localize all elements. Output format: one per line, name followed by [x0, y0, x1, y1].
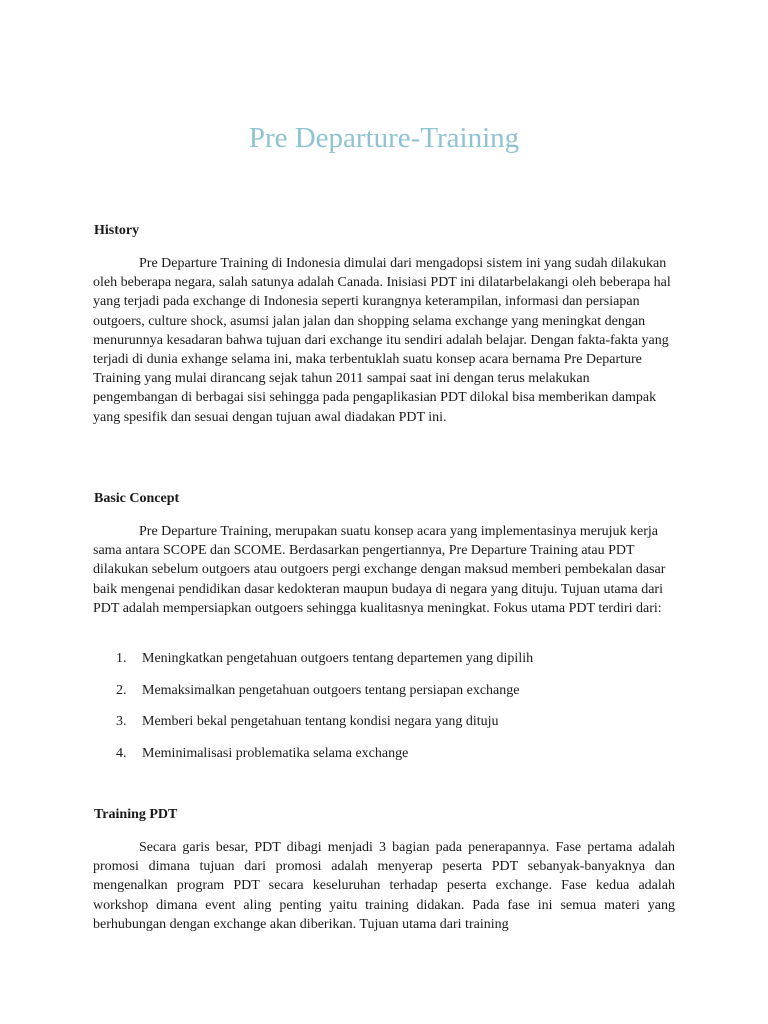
- list-item-number: 2.: [116, 682, 127, 698]
- basic-concept-paragraph: Pre Departure Training, merupakan suatu konsep acara yang implementasinya merujuk kerja sama antara SCOPE dan SCOME. Berdasarkan pengertiannya, Pre Departure Training atau PDT dilakukan sebelum outgoers atau outgoers pergi exchange dengan maksud memberi pembekalan dasar baik mengenai pendidikan dasar kedokteran maupun budaya di negara yang dituju. Tujuan utama dari PDT adalah mempersiapkan outgoers sehingga kualitasnya meningkat. Fokus utama PDT terdiri dari:: [93, 524, 666, 616]
- list-item-number: 3.: [116, 714, 127, 729]
- list-item-number: 4.: [116, 745, 127, 761]
- list-item-text: Meminimalisasi problematika selama exchange: [142, 745, 409, 761]
- list-item-text: Memaksimalkan pengetahuan outgoers tentang persiapan exchange: [142, 682, 520, 698]
- list-item: [93, 650, 675, 682]
- list-item-number: 1.: [116, 651, 127, 666]
- focus-list: [93, 650, 675, 776]
- section-heading-training-pdt: Training PDT: [94, 807, 178, 822]
- list-item: [93, 682, 675, 714]
- list-item: [93, 713, 675, 745]
- list-item: [93, 745, 675, 777]
- list-item-text: Memberi bekal pengetahuan tentang kondisi negara yang dituju: [142, 714, 499, 729]
- list-item-text: Meningkatkan pengetahuan outgoers tentang departemen yang dipilih: [142, 651, 534, 666]
- training-pdt-paragraph: Secara garis besar, PDT dibagi menjadi 3 bagian pada penerapannya. Fase pertama adalah promosi dimana tujuan dari promosi adalah menyerap peserta PDT sebanyak-banyaknya dan mengenalkan program PDT secara keseluruhan terhadap peserta exchange. Fase kedua adalah workshop dimana event aling penting yaitu training didakan. Pada fase ini semua materi yang berhubungan dengan exchange akan diberikan. Tujuan utama dari training: [93, 840, 675, 932]
- section-heading-history: History: [94, 223, 140, 238]
- document-title: Pre Departure-Training: [248, 122, 520, 154]
- history-paragraph: Pre Departure Training di Indonesia dimulai dari mengadopsi sistem ini yang sudah dilakukan oleh beberapa negara, salah satunya adalah Canada. Inisiasi PDT ini dilatarbelakangi oleh beberapa hal yang terjadi pada exchange di Indonesia seperti kurangnya keterampilan, informasi dan persiapan outgoers, culture shock, asumsi jalan jalan dan shopping selama exchange yang meningkat dengan menurunnya kesadaran bahwa tujuan dari exchange itu sendiri adalah belajar. Dengan fakta-fakta yang terjadi di dunia exhange selama ini, maka terbentuklah suatu konsep acara bernama Pre Departure Training yang mulai dirancang sejak tahun 2011 sampai saat ini dengan terus melakukan pengembangan di berbagai sisi sehingga pada pengaplikasian PDT dilokal bisa memberikan dampak yang spesifik dan sesuai dengan tujuan awal diadakan PDT ini.: [93, 256, 671, 425]
- section-heading-basic-concept: Basic Concept: [94, 491, 180, 506]
